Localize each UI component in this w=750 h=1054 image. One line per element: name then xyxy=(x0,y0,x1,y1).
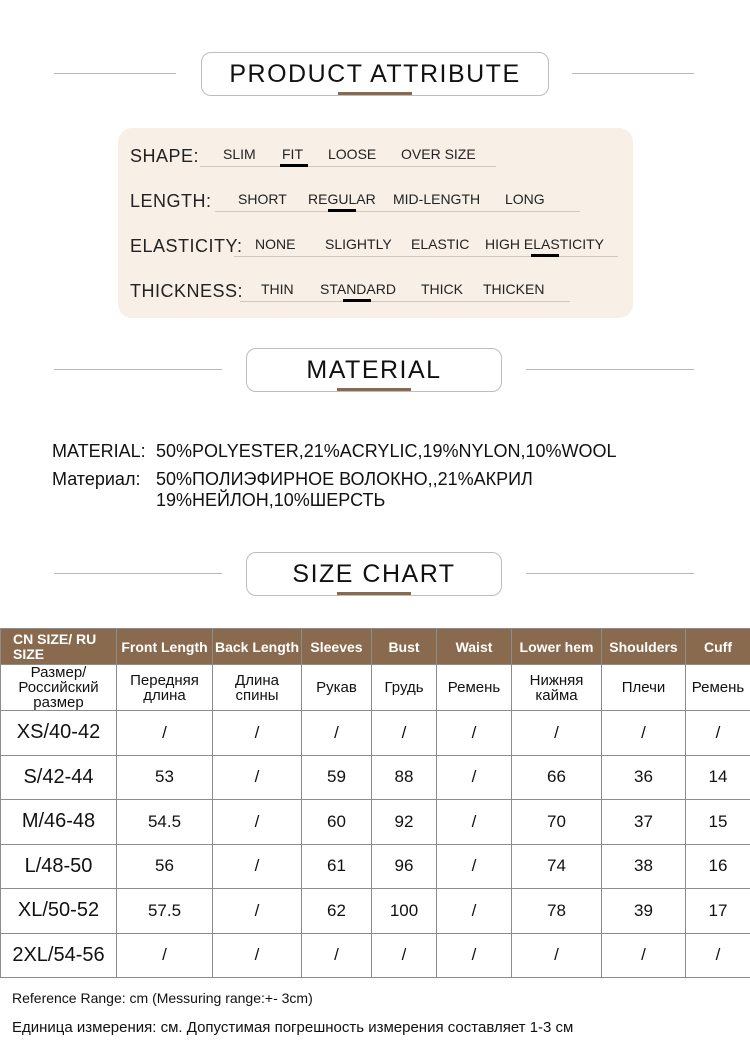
table-cell: 39 xyxy=(602,889,686,934)
attribute-row-elasticity xyxy=(118,232,633,262)
material-en-line xyxy=(52,441,617,462)
table-cell: 16 xyxy=(686,844,750,889)
table-cell: 62 xyxy=(302,889,372,934)
corner-header-ru: Размер/ Российский размер xyxy=(1,665,117,711)
header-row-en xyxy=(1,629,750,665)
attribute-panel xyxy=(118,128,633,318)
attribute-rule xyxy=(200,166,496,167)
attribute-label: THICKNESS: xyxy=(130,281,244,301)
attribute-option: MID-LENGTH xyxy=(393,191,481,207)
table-cell: 53 xyxy=(117,755,213,800)
attribute-option: THICKEN xyxy=(483,281,545,297)
column-header-ru: Ремень xyxy=(437,665,512,711)
header-divider-left xyxy=(54,573,222,574)
attributes-title: PRODUCT ATTRIBUTE xyxy=(229,59,521,88)
table-cell: 88 xyxy=(372,755,437,800)
table-cell: / xyxy=(437,711,512,756)
selected-indicator xyxy=(328,209,356,212)
table-cell: / xyxy=(437,755,512,800)
title-accent-bar xyxy=(337,592,411,595)
material-ru-line-2 xyxy=(156,490,385,511)
attribute-row-length xyxy=(118,187,633,217)
table-cell: / xyxy=(213,800,302,845)
corner-header-en: CN SIZE/ RU SIZE xyxy=(1,629,117,665)
material-ru-label: Материал: xyxy=(52,469,141,489)
title-accent-bar xyxy=(338,92,412,95)
attribute-option: STANDARD xyxy=(320,281,396,297)
selected-indicator xyxy=(531,254,559,257)
column-header: Bust xyxy=(372,629,437,665)
header-divider-left xyxy=(54,73,176,74)
title-accent-bar xyxy=(337,388,411,391)
table-cell: / xyxy=(602,711,686,756)
table-cell: / xyxy=(213,755,302,800)
header-row-ru xyxy=(1,665,750,711)
table-row xyxy=(1,933,750,978)
size-chart-title-pill xyxy=(246,552,502,596)
table-cell: 78 xyxy=(512,889,602,934)
table-cell: / xyxy=(512,933,602,978)
table-row xyxy=(1,889,750,934)
attribute-option: OVER SIZE xyxy=(401,146,476,162)
table-cell: / xyxy=(213,889,302,934)
table-cell: / xyxy=(213,933,302,978)
material-en-value: 50%POLYESTER,21%ACRYLIC,19%NYLON,10%WOOL xyxy=(156,441,617,461)
table-cell: / xyxy=(437,889,512,934)
attributes-title-pill xyxy=(201,52,549,96)
size-chart-section-header xyxy=(0,552,750,596)
table-row xyxy=(1,800,750,845)
table-row xyxy=(1,844,750,889)
attribute-rule xyxy=(240,301,570,302)
table-cell: / xyxy=(512,711,602,756)
material-ru-value: 50%ПОЛИЭФИРНОЕ ВОЛОКНО,,21%АКРИЛ xyxy=(156,469,533,489)
table-cell: 15 xyxy=(686,800,750,845)
attribute-option: SHORT xyxy=(238,191,287,207)
attribute-label: LENGTH: xyxy=(130,191,212,211)
size-cell: L/48-50 xyxy=(1,844,117,889)
column-header-ru: Рукав xyxy=(302,665,372,711)
material-en-label: MATERIAL: xyxy=(52,441,146,461)
table-cell: 17 xyxy=(686,889,750,934)
table-cell: 57.5 xyxy=(117,889,213,934)
table-cell: 14 xyxy=(686,755,750,800)
table-cell: 61 xyxy=(302,844,372,889)
material-title-pill xyxy=(246,348,502,392)
material-ru-value-cont: 19%НЕЙЛОН,10%ШЕРСТЬ xyxy=(156,490,386,510)
table-cell: / xyxy=(372,711,437,756)
column-header-ru: Грудь xyxy=(372,665,437,711)
table-cell: 74 xyxy=(512,844,602,889)
header-divider-right xyxy=(526,369,694,370)
column-header-ru: Передняя длина xyxy=(117,665,213,711)
table-row xyxy=(1,755,750,800)
attribute-row-thickness xyxy=(118,277,633,307)
size-chart-table xyxy=(0,628,750,978)
column-header: Sleeves xyxy=(302,629,372,665)
attribute-row-shape xyxy=(118,142,633,172)
measurement-note-ru: Единица измерения: см. Допустимая погрешность измерения составляет 1-3 см xyxy=(12,1019,574,1036)
table-cell: / xyxy=(686,711,750,756)
table-cell: / xyxy=(302,711,372,756)
attribute-option: THICK xyxy=(421,281,463,297)
attribute-rule xyxy=(234,256,618,257)
attribute-option: THIN xyxy=(261,281,294,297)
table-cell: / xyxy=(117,711,213,756)
column-header: Cuff xyxy=(686,629,750,665)
table-cell: / xyxy=(437,933,512,978)
column-header-ru: Длина спины xyxy=(213,665,302,711)
size-cell: M/46-48 xyxy=(1,800,117,845)
table-cell: / xyxy=(372,933,437,978)
reference-range-note: Reference Range: cm (Messuring range:+- 3cm) xyxy=(12,990,313,1006)
column-header: Shoulders xyxy=(602,629,686,665)
table-cell: / xyxy=(302,933,372,978)
table-cell: 92 xyxy=(372,800,437,845)
table-cell: / xyxy=(213,711,302,756)
table-cell: 56 xyxy=(117,844,213,889)
selected-indicator xyxy=(343,299,371,302)
attribute-option: SLIGHTLY xyxy=(325,236,392,252)
table-cell: 36 xyxy=(602,755,686,800)
material-section-header xyxy=(0,348,750,392)
size-cell: S/42-44 xyxy=(1,755,117,800)
table-cell: 66 xyxy=(512,755,602,800)
column-header-ru: Плечи xyxy=(602,665,686,711)
attribute-option: LONG xyxy=(505,191,545,207)
table-row xyxy=(1,711,750,756)
table-cell: 59 xyxy=(302,755,372,800)
material-ru-line xyxy=(52,469,533,490)
table-cell: / xyxy=(117,933,213,978)
table-cell: 60 xyxy=(302,800,372,845)
attributes-section-header xyxy=(0,52,750,96)
attribute-option: LOOSE xyxy=(328,146,377,162)
column-header: Back Length xyxy=(213,629,302,665)
table-cell: / xyxy=(437,800,512,845)
attribute-rule xyxy=(215,211,580,212)
attribute-option: ELASTIC xyxy=(411,236,470,252)
table-cell: 37 xyxy=(602,800,686,845)
attribute-label: ELASTICITY: xyxy=(130,236,243,256)
table-cell: 96 xyxy=(372,844,437,889)
table-cell: / xyxy=(213,844,302,889)
column-header: Front Length xyxy=(117,629,213,665)
column-header-ru: Нижняя кайма xyxy=(512,665,602,711)
table-cell: 70 xyxy=(512,800,602,845)
size-cell: XS/40-42 xyxy=(1,711,117,756)
attribute-label: SHAPE: xyxy=(130,146,200,166)
table-cell: 100 xyxy=(372,889,437,934)
attribute-option: NONE xyxy=(255,236,296,252)
selected-indicator xyxy=(280,164,308,167)
table-cell: 54.5 xyxy=(117,800,213,845)
attribute-option: REGULAR xyxy=(308,191,376,207)
table-cell: 38 xyxy=(602,844,686,889)
column-header: Lower hem xyxy=(512,629,602,665)
size-cell: XL/50-52 xyxy=(1,889,117,934)
size-chart-title: SIZE CHART xyxy=(292,559,456,588)
header-divider-right xyxy=(526,573,694,574)
size-cell: 2XL/54-56 xyxy=(1,933,117,978)
material-title: MATERIAL xyxy=(306,355,442,384)
column-header-ru: Ремень xyxy=(686,665,750,711)
attribute-option: SLIM xyxy=(223,146,256,162)
header-divider-right xyxy=(572,73,694,74)
table-cell: / xyxy=(602,933,686,978)
column-header: Waist xyxy=(437,629,512,665)
attribute-option: FIT xyxy=(282,146,303,162)
table-cell: / xyxy=(437,844,512,889)
header-divider-left xyxy=(54,369,222,370)
attribute-option: HIGH ELASTICITY xyxy=(485,236,605,252)
table-cell: / xyxy=(686,933,750,978)
